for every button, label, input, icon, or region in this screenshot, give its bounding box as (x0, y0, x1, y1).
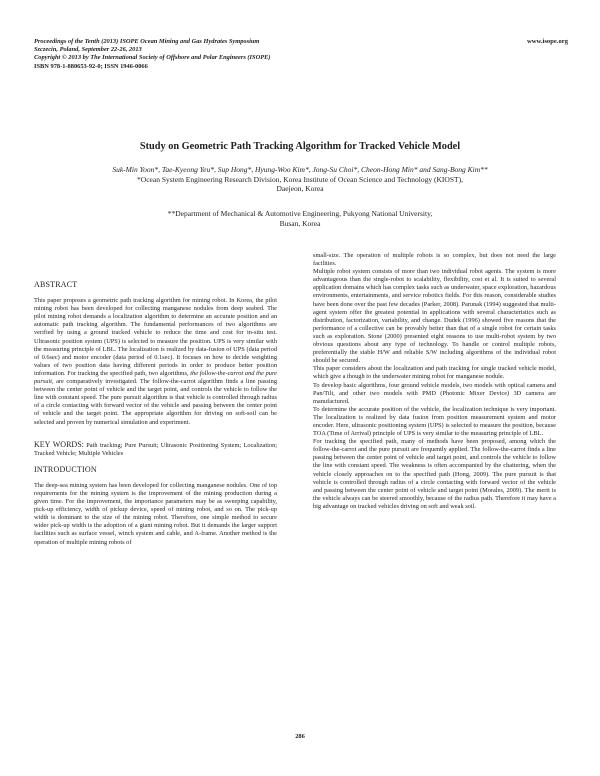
keywords (34, 441, 277, 458)
affiliation-1: *Ocean System Engineering Research Division, Korea Institute of Ocean Science and Technology (KIOST), (137, 174, 463, 184)
body-paragraph-4: To develop basic algorithms, four ground vehicle models, two models with optical camera and Pan/Tilt, and other two models with PMD (Photonic Mixer Device) 3D camera are manufactured. (313, 381, 556, 405)
header-line-location: Szczecin, Poland, September 22-26, 2013 (34, 46, 142, 54)
body-paragraph-5: To determine the accurate position of the vehicle, the localization technique is very important. The localization is realized by data fusion from position measurement system and motor encoder. Here, ultrasonic positioning system (UPS) is selected to measure the position, because TOA (Time of Arrival) principle of UPS is very similar to the measuring principle of LBL. (313, 405, 556, 438)
page-number: 286 (295, 733, 305, 740)
header-line-proceedings: Proceedings of the Tenth (2013) ISOPE Ocean Mining and Gas Hydrates Symposium (34, 38, 260, 45)
abstract-italic-terms: the follow-the-carrot and the pure pursuit, (34, 369, 277, 386)
affiliation-2: **Department of Mechanical & Automotive Engineering, Pukyong National University, (167, 209, 433, 218)
abstract-text-part2: are comparatively investigated. The follow-the-carrot algorithm finds a line passing between the center point of vehicle and the target point, and controls the vehicle to follow the line with constant speed. The pure pursuit algorithm is that vehicle is controlled through radius of a circle contacting with forward vector of the vehicle and passing between the center point of vehicle and the target point. The appropriate algorithm for driving on soft-soil can be selected and proven by numerical simulation and experiment. (34, 378, 277, 426)
author-block (0, 165, 600, 194)
introduction-heading: INTRODUCTION (34, 464, 97, 474)
right-column (313, 252, 556, 511)
keywords-text: Path tracking; Pure Pursuit; Ultrasonic Positioning System; Localization; Tracked Vehicle; Multiple Vehicles (34, 441, 277, 457)
header-url[interactable]: www.isope.org (526, 38, 568, 45)
left-column (34, 252, 277, 547)
author-names: Suk-Min Yoon*, Tae-Kyeong Yeu*, Sup Hong*, Hyung-Woo Kim*, Jong-Su Choi*, Cheon-Hong Min* and Sang-Bong Kim** (112, 165, 488, 174)
abstract-text-part1: This paper proposes a geometric path tracking algorithm for mining robot. In Korea, the pilot mining robot has been developed for collecting manganese nodules from deep seabed. The pilot mining robot demands a localization algorithm to determine an accurate position and an automatic path tracking algorithm. The fundamental performances of two algorithms are verified by using a ground tracked vehicle to reduce the time and cost for in-situ test. Ultrasonic position system (UPS) is selected to measure the position. UPS is very similar with the measuring principle of LBL. The localization is realized by data-fusion of UPS (data period of 0.6sec) and motor encoder (data period of 0.1sec). It focuses on how to decide weighting values of two position data having different periods in order to produce better position information. For tracking the specified path, two algorithms, (34, 297, 277, 377)
header-line-isbn: ISBN 978-1-880653-92-0; ISSN 1946-0066 (34, 62, 148, 70)
abstract-text (34, 297, 277, 427)
body-paragraph-2: Multiple robot system consists of more than two individual robot agents. The system is more advantageous than the single-robot to scalability, flexibility, cost et al. It is suited to several application domains which has complex tasks such as underwater, space exploration, hazardous environments, entertainments, and service robotics fields. For this reason, considerable studies have been done over the past few decades (Parker, 2008). Parunak (1994) suggested that multi-agent system offer the greatest potential in applications with several characteristics such as distribution, factorization, variability, and change. Dudek (1996) showed five reasons that the performance of a collective can be provably better than that of a single robot for certain tasks such as exploration. Stone (2000) presented eight reasons to use multi-robot system by two obvious questions about any type of technology. To handle or control multiple robots, preferentially the stable H/W and reliable S/W including algorithms of the individual robot should be secured. (313, 268, 556, 365)
body-paragraph-6: For tracking the specified path, many of methods have been proposed, among which the follow-the-carrot and the pure pursuit are frequently applied. The follow-the-carrot finds a line passing between the center point of vehicle and target point, and controls the vehicle to follow the line with constant speed. The weakness is often accompanied by the chattering, when the vehicle closely approaches on to the specified path (Hong, 2009). The pure pursuit is that vehicle is controlled through radius of a circle contacting with forward vector of the vehicle and passing between the center point of vehicle and target point (Morales, 2009). The merit is the vehicle always can be steered smoothly, because of the radius path. Therefore it may have a big advantage on tracked vehicles driving on soft and weak soil. (313, 438, 556, 510)
paper-title: Study on Geometric Path Tracking Algorithm for Tracked Vehicle Model (139, 141, 461, 152)
header-line-copyright: Copyright © 2013 by The International Society of Offshore and Polar Engineers (ISOPE) (34, 54, 271, 62)
proceedings-header (34, 38, 568, 71)
affiliation-1-city: Daejeon, Korea (276, 184, 324, 194)
body-paragraph-3: This paper considers about the localization and path tracking for single tracked vehicle model, which give a though to the underwater mining robot for manganese nodule. (313, 365, 556, 381)
affiliation-2-block (0, 209, 600, 229)
abstract-heading: ABSTRACT (34, 280, 78, 289)
affiliation-2-city: Busan, Korea (279, 218, 321, 228)
keywords-label: KEY WORDS: (34, 439, 84, 449)
body-paragraph-1: small-size. The operation of multiple robots is so complex, but does not need the large facilities. (313, 252, 556, 268)
introduction-paragraph: The deep-sea mining system has been developed for collecting manganese nodules. One of top requirements for the mining system is the improvement of the mining production during a given time. For the improvement, the importance parameters may be as sweeping capability, pick-up efficiency, width of pickup device, speed of mining robot, and so on. The pick-up width is dominant to the size of the mining robot. Therefore, one simple method to secure wider pick-up width is the adoption of a giant mining robot. But it demands the larger support facilities such as surface vessel, winch system and cable, and A-frame. Another method is the operation of multiple mining robots of (34, 481, 277, 546)
